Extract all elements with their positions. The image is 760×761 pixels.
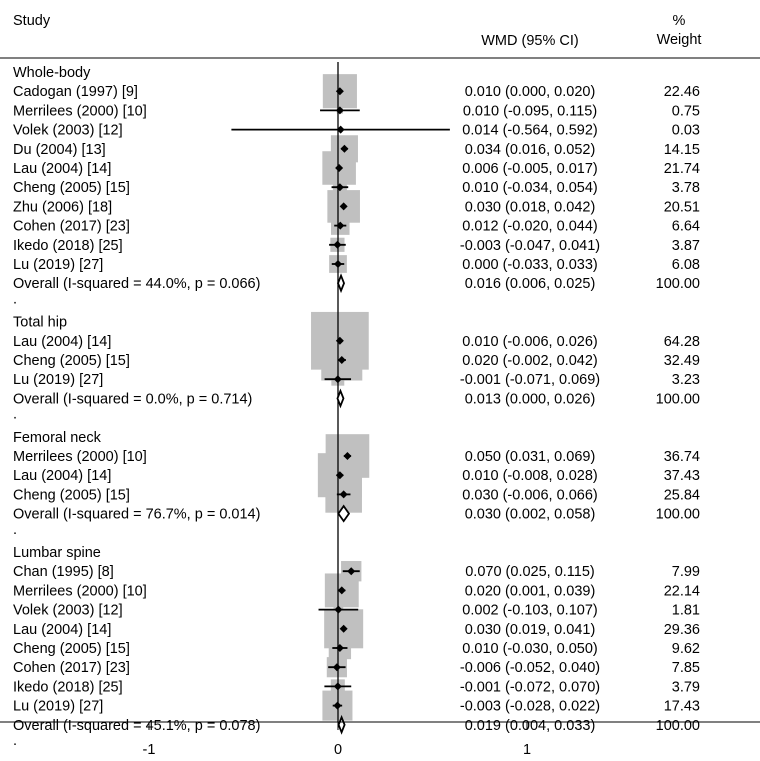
study-weight-text: 7.85 [671,660,700,677]
study-ci-text: 0.050 (0.031, 0.069) [464,449,596,465]
study-weight-text: 3.79 [671,679,700,696]
study-ci-text: 0.006 (-0.005, 0.017) [462,161,598,177]
effect-header: WMD (95% CI) [481,33,579,49]
study-weight-text: 36.74 [663,449,700,465]
study-ci-text: -0.003 (-0.047, 0.041) [459,237,601,254]
study-ci-text: 0.030 (0.018, 0.042) [464,199,596,216]
group-heading: Femoral neck [13,429,101,446]
study-ci-text: -0.006 (-0.052, 0.040) [459,660,601,677]
overall-diamond [338,276,344,291]
group-heading: Lumbar spine [13,545,101,561]
study-label: Chan (1995) [8] [13,564,114,581]
group-separator: . [13,291,18,308]
study-weight-text: 29.36 [663,621,700,638]
study-label: Volek (2003) [12] [13,602,123,619]
study-ci-text: 0.002 (-0.103, 0.107) [462,602,598,619]
study-label: Ikedo (2018) [25] [13,237,123,254]
study-weight-text: 20.51 [663,199,700,216]
group-heading: Whole-body [13,65,91,81]
study-ci-text: 0.010 (-0.006, 0.026) [462,333,598,350]
study-ci-text: 0.020 (-0.002, 0.042) [462,353,598,369]
study-weight-text: 9.62 [671,641,700,657]
study-label: Lu (2019) [27] [13,372,104,389]
study-label: Lu (2019) [27] [13,698,104,715]
study-weight-text: 22.46 [663,84,700,101]
study-label: Merrilees (2000) [10] [13,103,147,120]
study-label: Lu (2019) [27] [13,257,104,273]
study-weight-text: 37.43 [663,468,700,485]
study-ci-text: 0.070 (0.025, 0.115) [465,564,595,581]
overall-ci-text: 0.016 (0.006, 0.025) [464,276,596,293]
study-weight-text: 3.23 [671,372,700,389]
x-tick-label: -1 [142,742,156,758]
study-ci-text: -0.003 (-0.028, 0.022) [459,698,601,715]
study-weight-text: 22.14 [663,583,700,600]
study-label: Cohen (2017) [23] [13,660,130,677]
overall-weight-text: 100.00 [655,391,700,408]
study-ci-text: 0.010 (-0.030, 0.050) [462,641,598,657]
study-weight-text: 0.03 [671,122,700,139]
study-weight-text: 21.74 [663,161,700,177]
study-label: Lau (2004) [14] [13,333,112,350]
x-tick-label: 1 [522,742,532,758]
overall-label: Overall (I-squared = 76.7%, p = 0.014) [13,506,261,523]
study-weight-text: 64.28 [663,333,700,350]
group-heading: Total hip [13,314,68,331]
study-weight-text: 0.75 [671,103,700,120]
study-ci-text: 0.034 (0.016, 0.052) [464,141,596,158]
overall-weight-text: 100.00 [655,276,700,293]
study-ci-text: 0.014 (-0.564, 0.592) [462,122,598,139]
group-separator: . [13,521,18,538]
overall-ci-text: 0.030 (0.002, 0.058) [464,506,596,523]
overall-ci-text: 0.013 (0.000, 0.026) [464,391,596,408]
overall-label: Overall (I-squared = 0.0%, p = 0.714) [13,391,253,408]
study-weight-text: 32.49 [663,353,700,369]
study-ci-text: 0.010 (-0.008, 0.028) [462,468,598,485]
weight-header-line2: Weight [656,32,702,48]
weight-header-line1: % [672,13,686,29]
overall-weight-text: 100.00 [655,506,700,523]
study-label: Cheng (2005) [15] [13,180,130,197]
study-weight-text: 6.64 [671,218,700,235]
study-header: Study [13,13,51,29]
study-weight-text: 1.81 [671,602,700,619]
study-ci-text: 0.010 (-0.034, 0.054) [462,180,598,197]
study-weight-text: 25.84 [663,487,700,504]
study-ci-text: 0.020 (0.001, 0.039) [464,583,596,600]
study-label: Cheng (2005) [15] [13,353,130,369]
study-label: Merrilees (2000) [10] [13,449,147,465]
study-label: Ikedo (2018) [25] [13,679,123,696]
group-separator: . [13,733,18,749]
group-separator: . [13,406,18,423]
study-label: Cadogan (1997) [9] [13,84,138,101]
study-label: Lau (2004) [14] [13,468,112,485]
study-ci-text: 0.010 (0.000, 0.020) [464,84,596,101]
study-ci-text: 0.030 (0.019, 0.041) [464,621,596,638]
study-label: Zhu (2006) [18] [13,199,113,216]
study-weight-text: 17.43 [663,698,700,715]
overall-weight-text: 100.00 [655,717,700,734]
overall-label: Overall (I-squared = 44.0%, p = 0.066) [13,276,261,293]
overall-label: Overall (I-squared = 45.1%, p = 0.078) [13,717,261,734]
study-label: Lau (2004) [14] [13,621,112,638]
study-label: Du (2004) [13] [13,141,106,158]
study-label: Cheng (2005) [15] [13,487,130,504]
overall-ci-text: 0.019 (0.004, 0.033) [464,717,596,734]
study-weight-text: 3.78 [671,180,700,197]
study-weight-text: 7.99 [671,564,700,581]
study-label: Cohen (2017) [23] [13,218,130,235]
study-ci-text: 0.012 (-0.020, 0.044) [462,218,598,235]
study-weight-text: 6.08 [671,257,700,273]
study-label: Volek (2003) [12] [13,122,123,139]
study-ci-text: 0.030 (-0.006, 0.066) [462,487,598,504]
study-ci-text: 0.010 (-0.095, 0.115) [462,103,598,120]
x-tick-label: 0 [333,742,343,758]
study-weight-text: 14.15 [663,141,700,158]
study-ci-text: 0.000 (-0.033, 0.033) [462,257,598,273]
study-ci-text: -0.001 (-0.072, 0.070) [459,679,601,696]
study-weight-text: 3.87 [671,237,700,254]
study-label: Merrilees (2000) [10] [13,583,147,600]
study-ci-text: -0.001 (-0.071, 0.069) [459,372,601,389]
study-label: Cheng (2005) [15] [13,641,130,657]
study-label: Lau (2004) [14] [13,161,112,177]
